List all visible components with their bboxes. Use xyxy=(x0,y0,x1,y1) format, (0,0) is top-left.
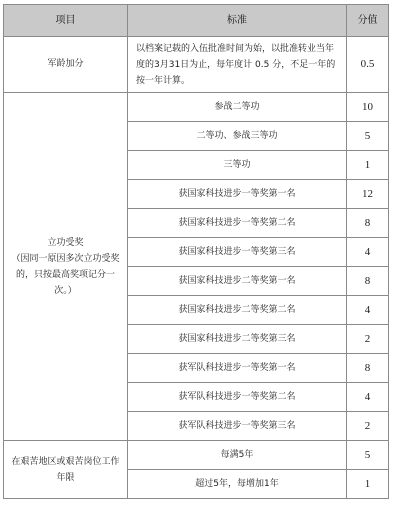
hardship-item: 在艰苦地区或艰苦岗位工作年限 xyxy=(4,441,128,499)
merit-score: 8 xyxy=(347,354,389,383)
merit-standard: 三等功 xyxy=(128,151,347,180)
merit-score: 4 xyxy=(347,238,389,267)
merit-score: 2 xyxy=(347,325,389,354)
hardship-score: 5 xyxy=(347,441,389,470)
hardship-standard: 每满5年 xyxy=(128,441,347,470)
merit-score: 4 xyxy=(347,296,389,325)
merit-standard: 二等功、参战三等功 xyxy=(128,122,347,151)
merit-score: 5 xyxy=(347,122,389,151)
header-score: 分值 xyxy=(347,5,389,37)
merit-standard: 获国家科技进步一等奖第二名 xyxy=(128,209,347,238)
military-age-item: 军龄加分 xyxy=(4,37,128,93)
merit-score: 8 xyxy=(347,209,389,238)
hardship-standard: 超过5年，每增加1年 xyxy=(128,470,347,499)
table-row xyxy=(4,93,389,122)
table-header-row xyxy=(4,5,389,37)
military-age-standard: 以档案记载的入伍批准时间为始，以批准转业当年度的3月31日为止，每年度计 0.5 分，不足一年的按一年计算。 xyxy=(128,37,347,93)
merit-score: 2 xyxy=(347,412,389,441)
merit-score: 1 xyxy=(347,151,389,180)
merit-item-title: 立功受奖 xyxy=(47,237,84,248)
score-table-container xyxy=(3,4,389,499)
merit-score: 4 xyxy=(347,383,389,412)
merit-standard: 获国家科技进步二等奖第三名 xyxy=(128,325,347,354)
merit-standard: 获国家科技进步一等奖第三名 xyxy=(128,238,347,267)
header-standard: 标准 xyxy=(128,5,347,37)
military-age-score: 0.5 xyxy=(347,37,389,93)
merit-score: 12 xyxy=(347,180,389,209)
merit-item-cell xyxy=(4,93,128,441)
score-table xyxy=(3,4,389,499)
merit-item-note: （因同一原因多次立功受奖的，只按最高奖项记分一次。） xyxy=(11,253,120,296)
hardship-score: 1 xyxy=(347,470,389,499)
merit-standard: 获军队科技进步一等奖第二名 xyxy=(128,383,347,412)
merit-standard: 获军队科技进步一等奖第一名 xyxy=(128,354,347,383)
merit-score: 10 xyxy=(347,93,389,122)
merit-standard: 获国家科技进步一等奖第一名 xyxy=(128,180,347,209)
merit-standard: 获国家科技进步二等奖第一名 xyxy=(128,267,347,296)
header-item: 项目 xyxy=(4,5,128,37)
merit-standard: 参战二等功 xyxy=(128,93,347,122)
table-row xyxy=(4,37,389,93)
merit-standard: 获军队科技进步一等奖第三名 xyxy=(128,412,347,441)
merit-score: 8 xyxy=(347,267,389,296)
table-row xyxy=(4,441,389,470)
merit-standard: 获国家科技进步二等奖第二名 xyxy=(128,296,347,325)
